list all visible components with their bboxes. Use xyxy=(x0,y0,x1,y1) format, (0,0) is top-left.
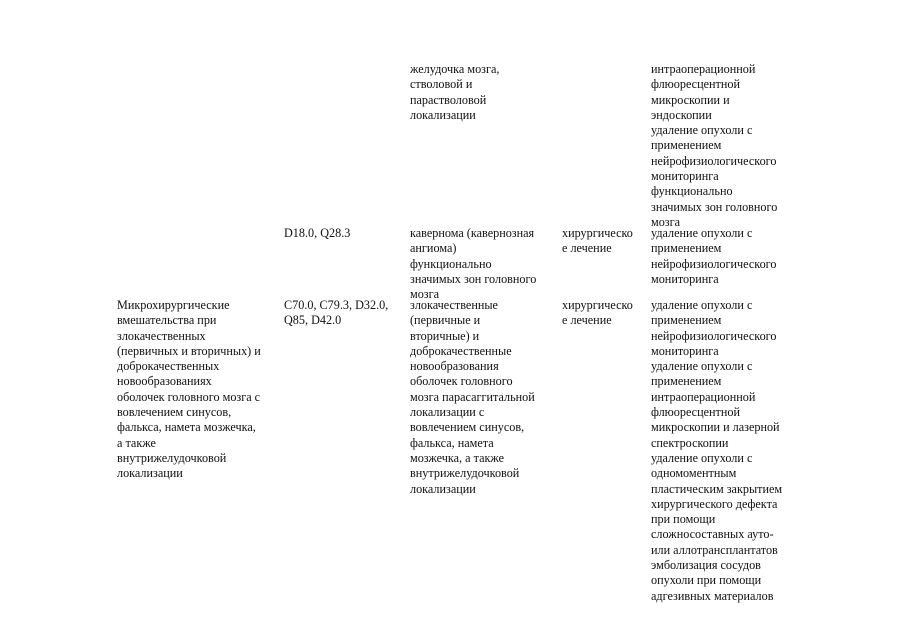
care-type-cell: Микрохирургические вмешательства при злокачественных (первичных и вторичных) и доброкачественных новообразованиях оболочек головного мозга с вовлечением синусов, фалькса, намета мозжечка, а также внутрижелудочковой локализации xyxy=(117,298,261,481)
treatment-method-cell: удаление опухоли с применением нейрофизиологического мониторинга удаление опухоли с применением интраоперационной флюоресцентной микроскопии и лазерной спектроскопии удаление опухоли с одномоментным пластическим закрытием хирургического дефекта при помощи сложносоставных ауто- или аллотрансплантатов эмболизация сосудов опухоли при помощи адгезивных материалов xyxy=(651,298,783,603)
treatment-type-cell: хирургическо е лечение xyxy=(562,226,633,256)
disease-description-cell: кавернома (кавернозная ангиома) функционально значимых зон головного мозга xyxy=(410,226,537,302)
icd-codes-cell: D18.0, Q28.3 xyxy=(284,226,351,240)
treatment-type-cell: хирургическо е лечение xyxy=(562,298,633,328)
icd-codes-cell: C70.0, C79.3, D32.0, Q85, D42.0 xyxy=(284,298,389,328)
treatment-method-cell: удаление опухоли с применением нейрофизиологического мониторинга xyxy=(651,226,777,286)
treatment-method-cell: интраоперационной флюоресцентной микроскопии и эндоскопии удаление опухоли с применением нейрофизиологического мониторинга функционально значимых зон головного мозга xyxy=(651,62,778,229)
disease-description-cell: желудочка мозга, стволовой и парастволовой локализации xyxy=(410,62,500,122)
disease-description-cell: злокачественные (первичные и вторичные) и доброкачественные новообразования оболочек головного мозга парасаггитальной локализации с вовлечением синусов, фалькса, намета мозжечка, а также внутрижелудочковой локализации xyxy=(410,298,535,496)
